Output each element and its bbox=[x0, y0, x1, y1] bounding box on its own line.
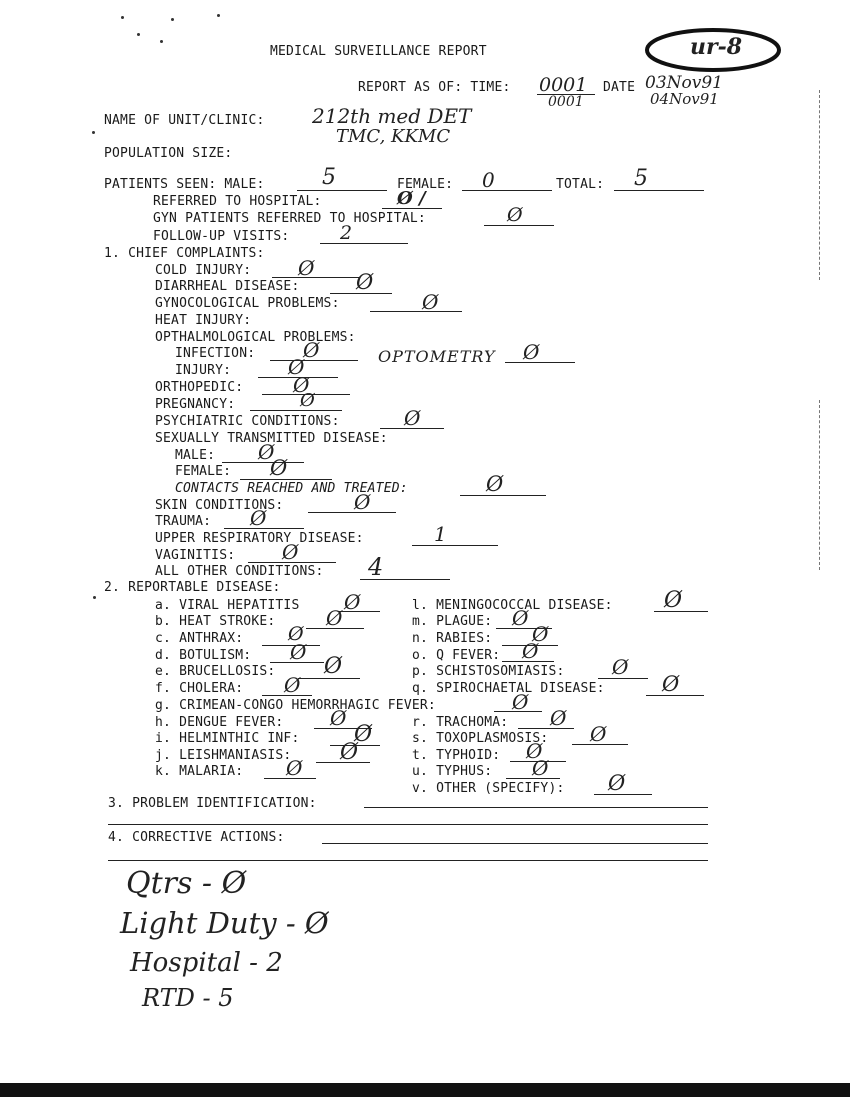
skin-line bbox=[308, 512, 396, 513]
patients-total-label: TOTAL: bbox=[556, 177, 605, 192]
followup-value: 2 bbox=[340, 222, 353, 244]
disease-v-label: v. OTHER (SPECIFY): bbox=[412, 781, 565, 796]
report-time-below: 0001 bbox=[548, 94, 584, 110]
disease-t-value: Ø bbox=[526, 739, 543, 763]
scan-speck bbox=[137, 33, 140, 36]
disease-f-value: Ø bbox=[284, 673, 301, 697]
scan-speck bbox=[92, 131, 95, 134]
disease-v-line bbox=[594, 794, 652, 795]
contacts-value: Ø bbox=[486, 472, 504, 496]
disease-k-value: Ø bbox=[286, 756, 303, 780]
patients-female-label: FEMALE: bbox=[397, 177, 454, 192]
problem-line-2 bbox=[108, 824, 708, 825]
other-value: 4 bbox=[368, 553, 384, 581]
disease-u-label: u. TYPHUS: bbox=[412, 764, 493, 779]
report-time-value: 0001 bbox=[539, 74, 588, 96]
disease-d-line bbox=[270, 662, 324, 663]
ortho-value: Ø bbox=[293, 373, 310, 397]
disease-n-value: Ø bbox=[532, 622, 549, 646]
referred-label: REFERRED TO HOSPITAL: bbox=[153, 194, 322, 209]
disease-u-line bbox=[506, 778, 560, 779]
disease-g-label: g. CRIMEAN-CONGO HEMORRHAGIC FEVER: bbox=[155, 698, 436, 713]
vaginitis-value: Ø bbox=[282, 540, 299, 564]
std-male-label: MALE: bbox=[175, 448, 216, 463]
disease-q-line bbox=[646, 695, 704, 696]
infection-line bbox=[270, 360, 358, 361]
scan-edge bbox=[819, 400, 820, 570]
scan-border bbox=[0, 1083, 850, 1097]
disease-s-label: s. TOXOPLASMOSIS: bbox=[412, 731, 549, 746]
report-time-label: REPORT AS OF: TIME: bbox=[358, 80, 511, 95]
disease-r-line bbox=[518, 728, 574, 729]
stamp-text: ur-8 bbox=[690, 34, 743, 60]
referred-line bbox=[382, 208, 442, 209]
problem-line bbox=[364, 807, 708, 808]
disease-n-label: n. RABIES: bbox=[412, 631, 493, 646]
report-date-value: 03Nov91 bbox=[645, 73, 723, 93]
scan-speck bbox=[160, 40, 163, 43]
disease-m-value: Ø bbox=[512, 606, 529, 630]
gyn-value: Ø bbox=[507, 204, 523, 226]
patients-total-value: 5 bbox=[634, 166, 648, 191]
gyno-value: Ø bbox=[422, 290, 439, 314]
unit-value-line2: TMC, KKMC bbox=[336, 126, 451, 147]
disease-v-value: Ø bbox=[608, 771, 626, 795]
gyn-line bbox=[484, 225, 554, 226]
disease-c-label: c. ANTHRAX: bbox=[155, 631, 244, 646]
std-male-value: Ø bbox=[258, 440, 275, 464]
disease-a-value: Ø bbox=[344, 590, 361, 614]
disease-i-value: Ø bbox=[354, 722, 373, 747]
disease-d-label: d. BOTULISM: bbox=[155, 648, 252, 663]
skin-label: SKIN CONDITIONS: bbox=[155, 498, 284, 513]
total-line bbox=[614, 190, 704, 191]
disease-q-value: Ø bbox=[662, 672, 680, 696]
diarrheal-line bbox=[330, 293, 392, 294]
disease-r-value: Ø bbox=[550, 706, 567, 730]
disease-c-value: Ø bbox=[288, 623, 304, 645]
optha-label: OPTHALMOLOGICAL PROBLEMS: bbox=[155, 330, 356, 345]
heat-label: HEAT INJURY: bbox=[155, 313, 252, 328]
pregnancy-line bbox=[250, 410, 342, 411]
gyno-line bbox=[370, 311, 462, 312]
disease-s-line bbox=[572, 744, 628, 745]
disease-j-value: Ø bbox=[340, 740, 359, 765]
std-female-value: Ø bbox=[270, 456, 288, 480]
disease-p-value: Ø bbox=[612, 655, 629, 679]
patients-female-value: 0 bbox=[482, 168, 495, 192]
infection-value: Ø bbox=[303, 338, 320, 362]
trauma-line bbox=[224, 528, 304, 529]
reportable-heading: 2. REPORTABLE DISEASE: bbox=[104, 580, 281, 595]
psych-label: PSYCHIATRIC CONDITIONS: bbox=[155, 414, 340, 429]
disease-o-line bbox=[502, 661, 554, 662]
population-label: POPULATION SIZE: bbox=[104, 146, 233, 161]
problem-label: 3. PROBLEM IDENTIFICATION: bbox=[108, 796, 317, 811]
other-label: ALL OTHER CONDITIONS: bbox=[155, 564, 324, 579]
note-rtd: RTD - 5 bbox=[142, 984, 234, 1012]
female-line bbox=[462, 190, 552, 191]
uri-line bbox=[412, 545, 498, 546]
scan-edge bbox=[819, 90, 820, 280]
optometry-label: OPTOMETRY bbox=[378, 347, 496, 366]
followup-line bbox=[320, 243, 408, 244]
page-title: MEDICAL SURVEILLANCE REPORT bbox=[270, 44, 487, 59]
vaginitis-label: VAGINITIS: bbox=[155, 548, 236, 563]
disease-u-value: Ø bbox=[532, 756, 549, 780]
disease-l-line bbox=[654, 611, 708, 612]
uri-label: UPPER RESPIRATORY DISEASE: bbox=[155, 531, 364, 546]
ortho-label: ORTHOPEDIC: bbox=[155, 380, 244, 395]
disease-e-value: Ø bbox=[324, 654, 343, 679]
disease-h-value: Ø bbox=[330, 706, 347, 730]
disease-k-label: k. MALARIA: bbox=[155, 764, 244, 779]
male-line bbox=[297, 190, 387, 191]
note-qtrs: Qtrs - Ø bbox=[126, 866, 247, 901]
optometry-value: Ø bbox=[523, 340, 540, 364]
report-date-label: DATE bbox=[603, 80, 636, 95]
disease-o-value: Ø bbox=[522, 639, 539, 663]
disease-l-label: l. MENINGOCOCCAL DISEASE: bbox=[412, 598, 613, 613]
referred-value: Ø / bbox=[397, 188, 426, 209]
disease-d-value: Ø bbox=[290, 640, 307, 664]
disease-q-label: q. SPIROCHAETAL DISEASE: bbox=[412, 681, 605, 696]
psych-line bbox=[380, 428, 444, 429]
report-date-below: 04Nov91 bbox=[650, 90, 719, 108]
disease-f-label: f. CHOLERA: bbox=[155, 681, 244, 696]
std-female-label: FEMALE: bbox=[175, 464, 232, 479]
trauma-label: TRAUMA: bbox=[155, 514, 212, 529]
cold-label: COLD INJURY: bbox=[155, 263, 252, 278]
followup-label: FOLLOW-UP VISITS: bbox=[153, 229, 290, 244]
disease-g-line bbox=[494, 711, 542, 712]
corrective-line bbox=[322, 843, 708, 844]
disease-e-label: e. BRUCELLOSIS: bbox=[155, 664, 276, 679]
disease-b-value: Ø bbox=[326, 606, 343, 630]
disease-k-line bbox=[264, 778, 316, 779]
vaginitis-line bbox=[248, 562, 336, 563]
disease-j-label: j. LEISHMANIASIS: bbox=[155, 748, 292, 763]
disease-i-label: i. HELMINTHIC INF: bbox=[155, 731, 300, 746]
scan-speck bbox=[121, 16, 124, 19]
std-female-line bbox=[240, 479, 332, 480]
diarrheal-label: DIARRHEAL DISEASE: bbox=[155, 279, 300, 294]
injury-value: Ø bbox=[288, 355, 305, 379]
disease-p-label: p. SCHISTOSOMIASIS: bbox=[412, 664, 565, 679]
disease-l-value: Ø bbox=[664, 588, 683, 613]
disease-j-line bbox=[316, 762, 370, 763]
injury-label: INJURY: bbox=[175, 363, 232, 378]
unit-value-line1: 212th med DET bbox=[312, 104, 472, 128]
disease-m-label: m. PLAGUE: bbox=[412, 614, 493, 629]
disease-b-label: b. HEAT STROKE: bbox=[155, 614, 276, 629]
disease-o-label: o. Q FEVER: bbox=[412, 648, 501, 663]
disease-p-line bbox=[598, 678, 648, 679]
disease-t-label: t. TYPHOID: bbox=[412, 748, 501, 763]
gyn-label: GYN PATIENTS REFERRED TO HOSPITAL: bbox=[153, 211, 426, 226]
disease-r-label: r. TRACHOMA: bbox=[412, 715, 509, 730]
disease-a-label: a. VIRAL HEPATITIS bbox=[155, 598, 300, 613]
optometry-line bbox=[505, 362, 575, 363]
disease-h-label: h. DENGUE FEVER: bbox=[155, 715, 284, 730]
contacts-label: CONTACTS REACHED AND TREATED: bbox=[175, 481, 408, 496]
patients-male-value: 5 bbox=[322, 165, 336, 190]
gyno-label: GYNOCOLOGICAL PROBLEMS: bbox=[155, 296, 340, 311]
other-line bbox=[360, 579, 450, 580]
trauma-value: Ø bbox=[250, 506, 267, 530]
disease-b-line bbox=[306, 628, 364, 629]
cold-line bbox=[272, 277, 360, 278]
unit-label: NAME OF UNIT/CLINIC: bbox=[104, 113, 265, 128]
disease-e-line bbox=[298, 678, 360, 679]
psych-value: Ø bbox=[404, 406, 421, 430]
chief-heading: 1. CHIEF COMPLAINTS: bbox=[104, 246, 265, 261]
scan-speck bbox=[171, 18, 174, 21]
disease-a-line bbox=[338, 611, 380, 612]
disease-s-value: Ø bbox=[590, 722, 607, 746]
skin-value: Ø bbox=[354, 490, 371, 514]
contacts-line bbox=[460, 495, 546, 496]
uri-value: 1 bbox=[434, 522, 447, 546]
pregnancy-value: Ø bbox=[300, 390, 315, 411]
note-light-duty: Light Duty - Ø bbox=[120, 906, 329, 940]
std-male-line bbox=[222, 462, 304, 463]
diarrheal-value: Ø bbox=[356, 270, 374, 294]
corrective-line-2 bbox=[108, 860, 708, 861]
disease-f-line bbox=[262, 695, 312, 696]
disease-g-value: Ø bbox=[512, 690, 529, 714]
scan-speck bbox=[217, 14, 220, 17]
scan-speck bbox=[93, 596, 96, 599]
note-hospital: Hospital - 2 bbox=[130, 948, 283, 978]
corrective-label: 4. CORRECTIVE ACTIONS: bbox=[108, 830, 285, 845]
patients-male-label: PATIENTS SEEN: MALE: bbox=[104, 177, 265, 192]
std-label: SEXUALLY TRANSMITTED DISEASE: bbox=[155, 431, 388, 446]
pregnancy-label: PREGNANCY: bbox=[155, 397, 236, 412]
cold-value: Ø bbox=[298, 256, 315, 280]
infection-label: INFECTION: bbox=[175, 346, 256, 361]
